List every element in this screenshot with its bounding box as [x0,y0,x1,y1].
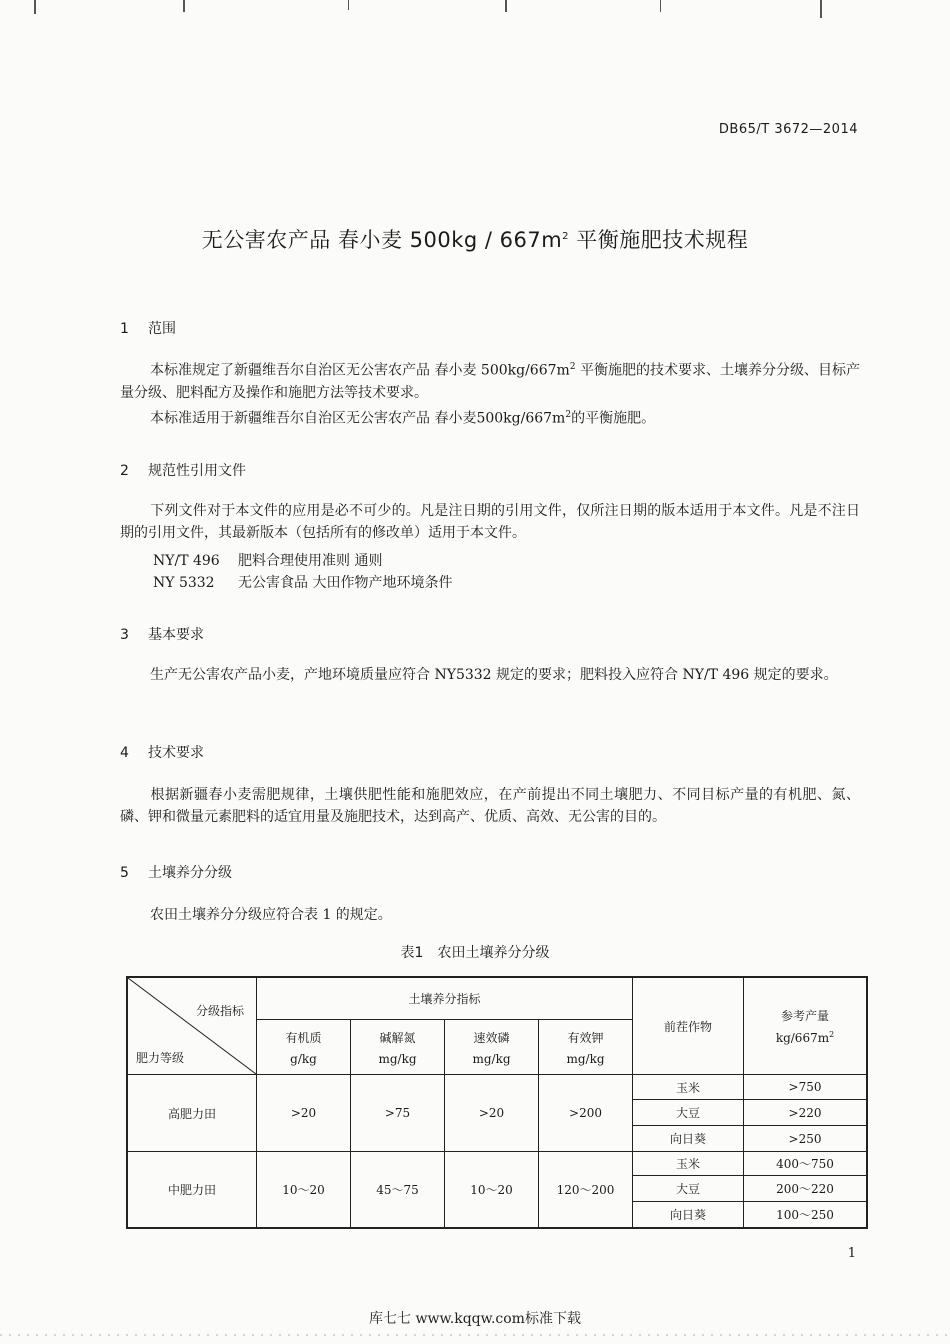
fertility-level: 中肥力田 [127,1152,257,1228]
section-2-heading [120,460,246,480]
yield-cell: >750 [744,1075,868,1100]
yield-cell: >250 [744,1126,868,1152]
section-5-paragraph: 农田土壤养分分级应符合表 1 的规定。 [150,907,392,923]
title-sup: 2 [562,231,570,242]
cell-value: >20 [445,1075,539,1152]
section-title: 规范性引用文件 [148,463,246,479]
prev-crop-header: 前茬作物 [633,977,744,1075]
soil-nutrient-table [126,976,868,1229]
table-number: 表1 [400,945,424,961]
table-row [127,1075,867,1100]
reference-item [153,572,452,592]
section-title: 范围 [148,321,176,337]
yield-cell: >220 [744,1100,868,1126]
cell-value: 120～200 [539,1152,633,1228]
reference-code: NY/T 496 [153,553,220,569]
table-row [127,1152,867,1176]
crop-cell: 大豆 [633,1100,744,1126]
title-main: 无公害农产品 春小麦 500kg / 667m [201,228,563,252]
section-number: 4 [120,745,129,761]
cell-value: >200 [539,1075,633,1152]
section-1-paragraph-1: 本标准规定了新疆维吾尔自治区无公害农产品 春小麦 $500kg/667m^2$ 平衡施肥的技术要求、土壤养分分级、目标产量分级、肥料配方及操作和施肥方法等技术要求。 [120,362,861,401]
crop-cell: 玉米 [633,1152,744,1176]
crop-cell: 大豆 [633,1176,744,1202]
section-number: 3 [120,627,129,643]
page-number: 1 [847,1246,856,1261]
section-1-paragraph-2: 本标准适用于新疆维吾尔自治区无公害农产品 春小麦$500kg/667m^2$的平衡施肥。 [150,410,656,427]
section-number: 5 [120,865,129,881]
section-title: 土壤养分分级 [148,865,232,881]
table-caption [0,942,950,962]
cell-value: 10～20 [257,1152,351,1228]
section-3-paragraph: 生产无公害农产品小麦，产地环境质量应符合 NY5332 规定的要求；肥料投入应符合 NY/T 496 规定的要求。 [150,667,838,683]
section-4-heading [120,742,204,762]
section-title: 技术要求 [148,745,204,761]
section-2-paragraph: 下列文件对于本文件的应用是必不可少的。凡是注日期的引用文件，仅所注日期的版本适用于本文件。凡是不注日期的引用文件，其最新版本（包括所有的修改单）适用于本文件。 [120,503,860,541]
cell-value: >20 [257,1075,351,1152]
column-header: 碱解氮 mg/kg [351,1020,445,1075]
cell-value: 10～20 [445,1152,539,1228]
yield-cell: 200～220 [744,1176,868,1202]
section-1-heading [120,318,176,338]
crop-cell: 玉米 [633,1075,744,1100]
column-header: 有效钾 mg/kg [539,1020,633,1075]
section-number: 1 [120,321,129,337]
group-header: 土壤养分指标 [257,977,633,1020]
table-title: 农田土壤养分分级 [437,945,550,961]
reference-name: 肥料合理使用准则 通则 [238,553,383,569]
document-title [0,224,950,254]
section-title: 基本要求 [148,627,204,643]
ref-yield-header: 参考产量 $kg/667m^2$ [744,977,868,1075]
cell-value: 45～75 [351,1152,445,1228]
reference-code: NY 5332 [153,575,215,591]
corner-bottom-label: 肥力等级 [136,1051,185,1065]
reference-item [153,550,382,570]
crop-cell: 向日葵 [633,1202,744,1228]
table-corner-cell [127,977,257,1075]
cell-value: >75 [351,1075,445,1152]
fertility-level: 高肥力田 [127,1075,257,1152]
section-4-paragraph: 根据新疆春小麦需肥规律，土壤供肥性能和施肥效应，在产前提出不同土壤肥力、不同目标产量的有机肥、氮、磷、钾和微量元素肥料的适宜用量及施肥技术，达到高产、优质、高效、无公害的目的。 [120,787,860,825]
corner-top-label: 分级指标 [195,1004,244,1018]
section-3-heading [120,624,204,644]
column-header: 速效磷 mg/kg [445,1020,539,1075]
section-5-heading [120,862,232,882]
footer-watermark: 库七七 www.kqqw.com标准下载 [369,1311,581,1327]
crop-cell: 向日葵 [633,1126,744,1152]
column-header: 有机质 g/kg [257,1020,351,1075]
yield-cell: 100～250 [744,1202,868,1228]
scan-bottom-noise [0,1334,950,1336]
title-tail: 平衡施肥技术规程 [569,228,749,252]
reference-name: 无公害食品 大田作物产地环境条件 [238,575,453,591]
section-number: 2 [120,463,129,479]
yield-cell: 400～750 [744,1152,868,1176]
document-code: DB65/T 3672—2014 [718,122,858,137]
scan-edge-marks [0,0,950,22]
